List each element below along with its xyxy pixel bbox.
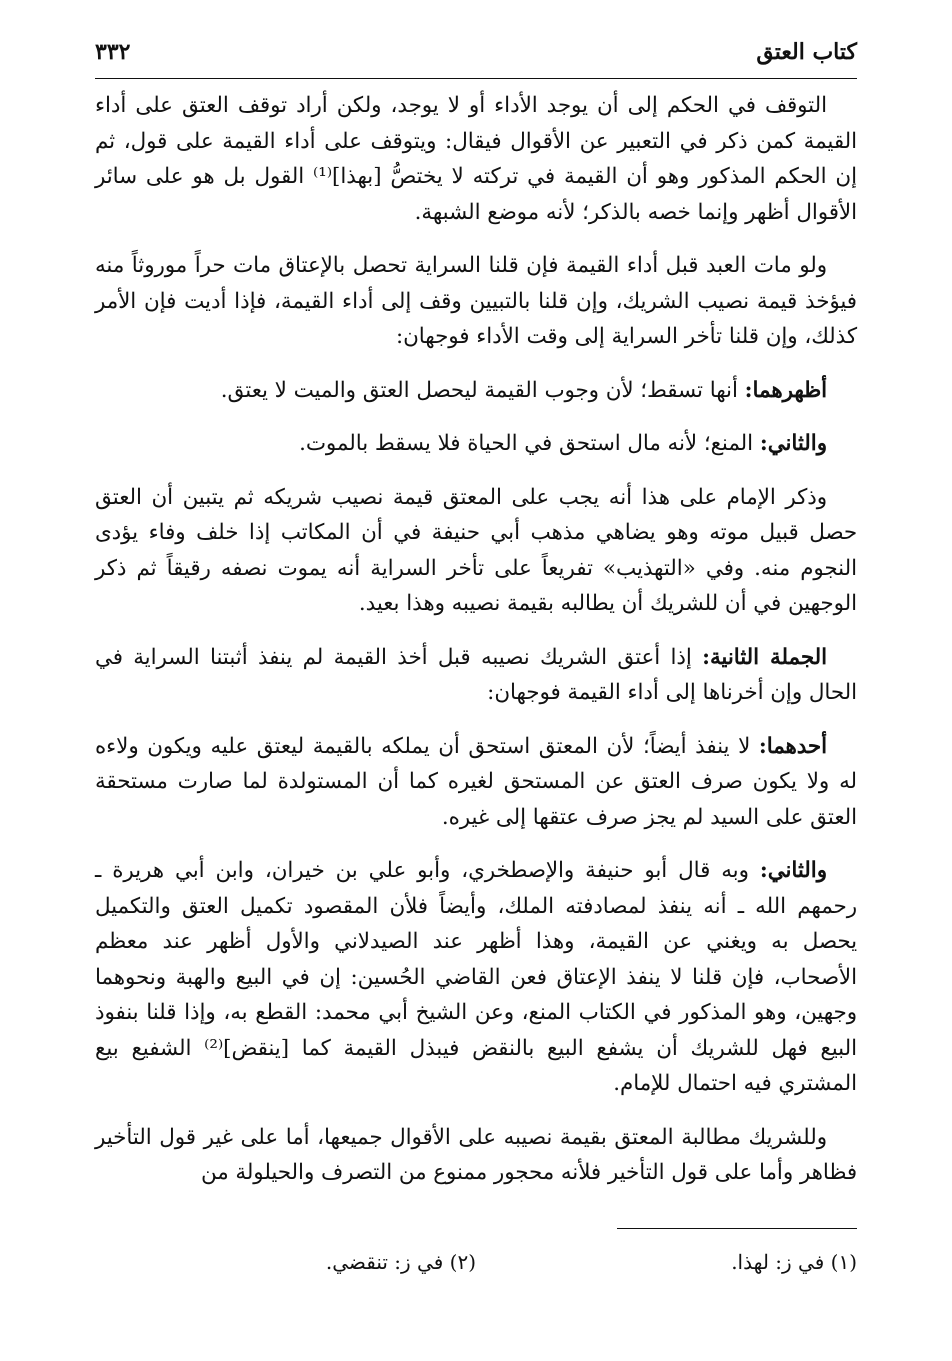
paragraph: [95, 88, 857, 230]
header-rule: [95, 78, 857, 79]
paragraph: [95, 248, 857, 355]
paragraph: [95, 729, 857, 836]
paragraph-text: المنع؛ لأنه مال استحق في الحياة فلا يسقط بالموت.: [299, 431, 760, 456]
body-text: [95, 88, 857, 1209]
paragraph-lead: الجملة الثانية:: [702, 644, 827, 670]
paragraph-text: أنها تسقط؛ لأن وجوب القيمة ليحصل العتق والميت لا يعتق.: [220, 377, 745, 403]
paragraph-text: وذكر الإمام على هذا أنه يجب على المعتق قيمة نصيب شريكه ثم يتبين أن العتق حصل قبيل موته وهو يضاهي مذهب أبي حنيفة في أن المكاتب إذا خلف وفاء يؤدى النجوم منه. وفي «التهذيب» تفريعاً على تأخر السراية أنه يموت نصفه رقيقاً ثم ذكر الوجهين في أن للشريك أن يطالبه بقيمة نصيبه وهذا بعيد.: [95, 484, 857, 616]
paragraph-lead: أظهرهما:: [744, 377, 827, 403]
paragraph: [95, 373, 857, 409]
paragraph-text: ولو مات العبد قبل أداء القيمة فإن قلنا السراية تحصل بالإعتاق مات حراً موروثاً منه فيؤخذ قيمة نصيب الشريك، وإن قلنا بالتبيين وقف إلى أداء القيمة، فإذا أديت فإن الأمر كذلك، وإن قلنا تأخر السراية إلى وقت الأداء فوجهان:: [95, 253, 857, 349]
footnote-2: (٢) في ز: تنقضي.: [325, 1250, 476, 1274]
chapter-title: كتاب العتق: [756, 39, 857, 65]
paragraph-lead: والثاني:: [759, 858, 827, 883]
paragraph: [95, 853, 857, 1102]
paragraph-text: التوقف في الحكم إلى أن يوجد الأداء أو لا يوجد، ولكن أراد توقف العتق على أداء القيمة كمن ذكر في التعبير عن الأقوال فيقال: ويتوقف على أداء القيمة على قول، ثم إن الحكم المذكور وهو أن القيمة في تركته لا يختصُّ [بهذا]⁽¹⁾ القول بل هو على سائر الأقوال أظهر وإنما خصه بالذكر؛ لأنه موضع الشبهة.: [95, 93, 857, 225]
paragraph-lead: والثاني:: [759, 431, 827, 456]
paragraph: [95, 426, 857, 462]
footnote-rule: [617, 1228, 857, 1229]
paragraph-text: إذا أعتق الشريك نصيبه قبل أخذ القيمة لم ينفذ أثبتنا السراية في الحال وإن أخرناها إلى أداء القيمة فوجهان:: [95, 644, 857, 705]
paragraph-text: لا ينفذ أيضاً؛ لأن المعتق استحق أن يملكه بالقيمة ليعتق عليه ويكون ولاءه له ولا يكون صرف العتق عن المستحق لغيره كما أن المستولدة لما صارت مستحقة العتق على السيد لم يجز صرف عتقها إلى غيره.: [95, 733, 857, 830]
paragraph-lead: أحدهما:: [758, 733, 827, 759]
paragraph: [95, 1120, 857, 1191]
paragraph: [95, 480, 857, 622]
page-number: ٣٣٢: [95, 39, 131, 65]
paragraph: [95, 640, 857, 711]
paragraph-text: وبه قال أبو حنيفة والإصطخري، وأبو علي بن خيران، وابن أبي هريرة ـ رحمهم الله ـ أنه ينفذ لمصادفته الملك، وأيضاً فلأن المقصود تكميل العتق والتكميل يحصل به ويغني عن القيمة، وهذا أظهر عند الصيدلاني والأول أظهر عند معظم الأصحاب، فإن قلنا لا ينفذ الإعتاق فعن القاضي الحُسين: إن في البيع والهبة ونحوهما وجهين، وهو المذكور في الكتاب المنع، وعن الشيخ أبي محمد: القطع به، وإذا قلنا بنفوذ البيع فهل للشريك أن يشفع البيع بالنقض فيبذل القيمة كما [ينقض]⁽²⁾ الشفيع بيع المشتري فيه احتمال للإمام.: [95, 858, 858, 1096]
paragraph-text: وللشريك مطالبة المعتق بقيمة نصيبه على الأقوال جميعها، أما على غير قول التأخير فظاهر وأما على قول التأخير فلأنه محجور ممنوع من التصرف والحيلولة من: [95, 1124, 857, 1185]
footnotes: [95, 1244, 857, 1280]
running-header: [95, 30, 857, 74]
footnote-1: (١) في ز: لهذا.: [731, 1250, 857, 1274]
